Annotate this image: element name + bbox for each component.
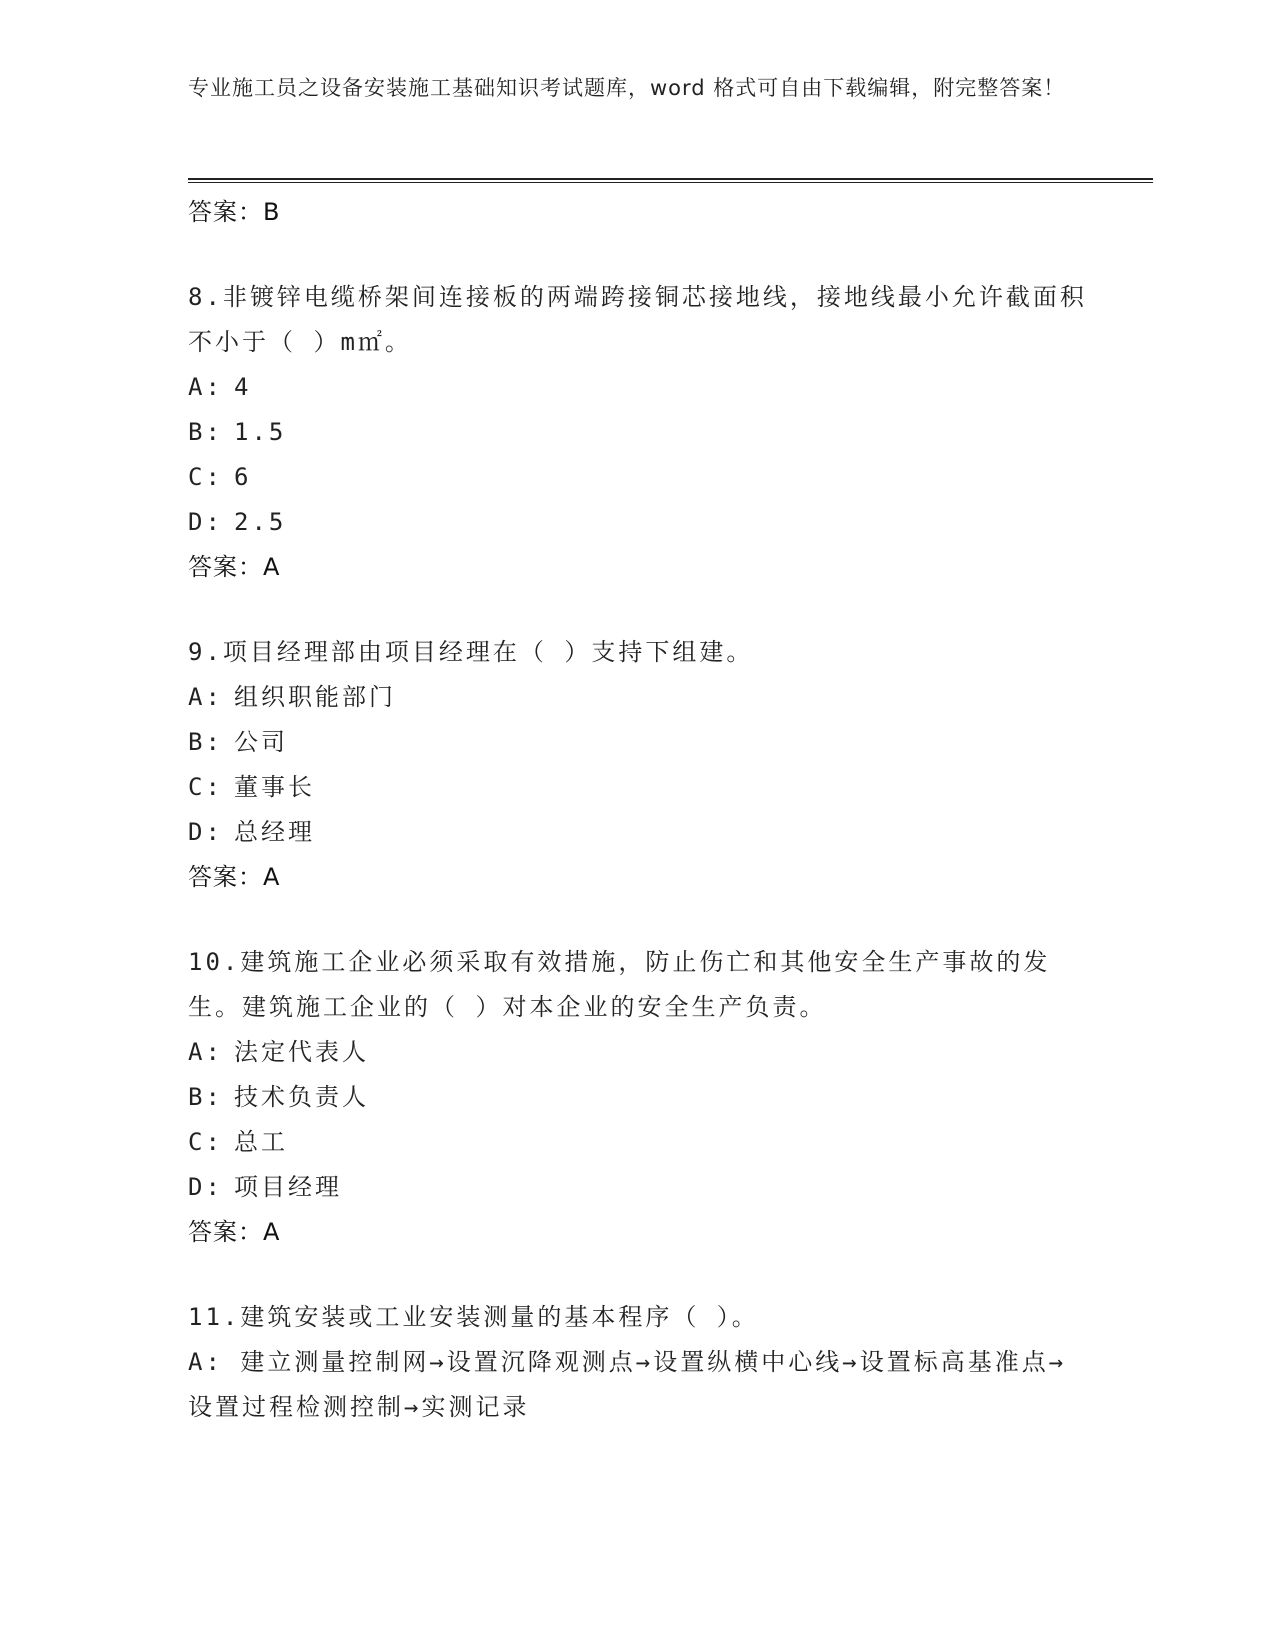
option-letter: C:: [188, 773, 223, 801]
option-letter: D:: [188, 1173, 223, 1201]
question-text: 11.建筑安装或工业安装测量的基本程序（ ）。: [188, 1303, 759, 1331]
question-11: [188, 1295, 1088, 1430]
page-header: 专业施工员之设备安装施工基础知识考试题库，word 格式可自由下载编辑，附完整答案！: [188, 76, 1066, 100]
question-text: 8.非镀锌电缆桥架间连接板的两端跨接铜芯接地线，接地线最小允许截面积不小于（ ）m㎡。: [188, 283, 1087, 356]
question-text: 9.项目经理部由项目经理在（ ）支持下组建。: [188, 638, 754, 666]
option-d: [188, 500, 1088, 545]
option-letter: A:: [188, 1348, 223, 1376]
option-text: 技术负责人: [234, 1083, 369, 1111]
option-letter: D:: [188, 818, 223, 846]
option-c: [188, 765, 1088, 810]
answer-line: 答案：B: [188, 198, 281, 226]
option-text: 法定代表人: [234, 1038, 369, 1066]
option-text: 6: [234, 463, 252, 491]
option-letter: A:: [188, 683, 223, 711]
answer-line: 答案：A: [188, 1218, 281, 1246]
option-letter: C:: [188, 1128, 223, 1156]
option-text: 组织职能部门: [234, 683, 396, 711]
option-a: [188, 1340, 1088, 1430]
option-b: [188, 410, 1088, 455]
header-divider: [188, 178, 1153, 183]
question-8: [188, 275, 1088, 590]
option-letter: A:: [188, 1038, 223, 1066]
option-letter: C:: [188, 463, 223, 491]
answer-line: 答案：A: [188, 553, 281, 581]
option-b: [188, 720, 1088, 765]
option-text: 1.5: [234, 418, 287, 446]
document-body: [188, 190, 1088, 1470]
option-a: [188, 675, 1088, 720]
option-letter: B:: [188, 418, 223, 446]
option-text: 2.5: [234, 508, 287, 536]
option-letter: B:: [188, 1083, 223, 1111]
option-c: [188, 1120, 1088, 1165]
option-b: [188, 1075, 1088, 1120]
option-c: [188, 455, 1088, 500]
option-a: [188, 365, 1088, 410]
option-text: 建立测量控制网→设置沉降观测点→设置纵横中心线→设置标高基准点→设置过程检测控制→实测记录: [188, 1348, 1067, 1421]
option-text: 总工: [234, 1128, 288, 1156]
option-d: [188, 810, 1088, 855]
option-d: [188, 1165, 1088, 1210]
answer-line: 答案：A: [188, 863, 281, 891]
option-a: [188, 1030, 1088, 1075]
option-text: 董事长: [234, 773, 315, 801]
question-text: 10.建筑施工企业必须采取有效措施，防止伤亡和其他安全生产事故的发生。建筑施工企业的（ ）对本企业的安全生产负责。: [188, 948, 1051, 1021]
question-9: [188, 630, 1088, 900]
option-text: 4: [234, 373, 252, 401]
option-text: 项目经理: [234, 1173, 342, 1201]
question-10: [188, 940, 1088, 1255]
option-letter: B:: [188, 728, 223, 756]
option-letter: D:: [188, 508, 223, 536]
option-text: 公司: [234, 728, 288, 756]
option-letter: A:: [188, 373, 223, 401]
option-text: 总经理: [234, 818, 315, 846]
